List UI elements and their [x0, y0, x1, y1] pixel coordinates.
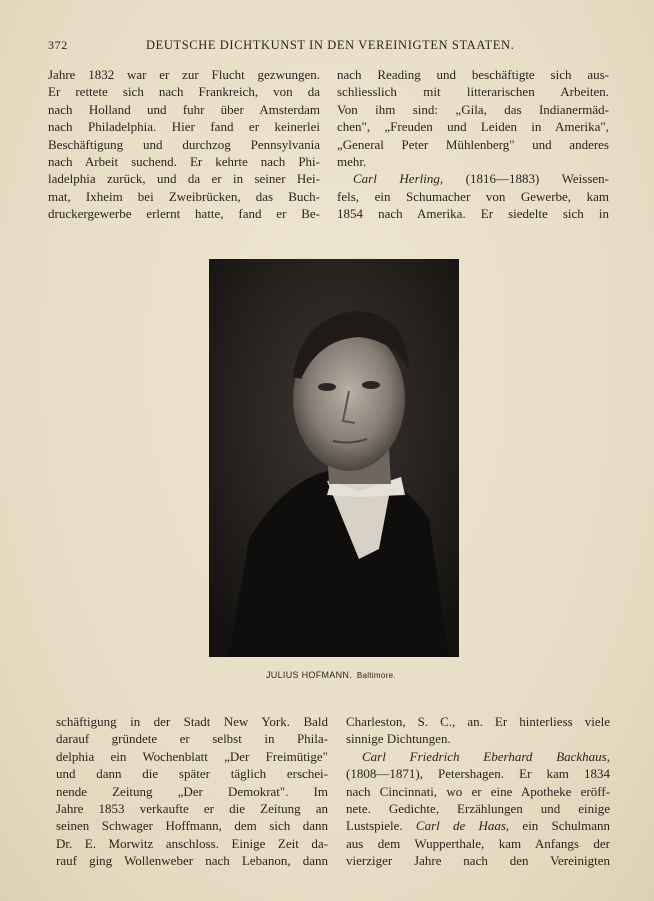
author-name-backhaus: Carl Friedrich Eberhard Backhaus, — [362, 748, 610, 764]
author-name-haas: Carl de Haas, — [415, 818, 510, 834]
backhaus-entry-line — [346, 748, 610, 765]
text-line: 1854 nach Amerika. Er siedelte sich in — [337, 206, 609, 222]
portrait-image — [209, 259, 459, 657]
bottom-left-column — [56, 713, 328, 870]
text-line: nach Philadelphia. Hier fand er keinerlei — [48, 119, 320, 135]
text-line: rauf ging Wollenweber nach Lebanon, dann — [56, 853, 328, 869]
text-fragment: ein Schulmann — [522, 818, 611, 834]
text-fragment: (1816—1883) Weissen- — [465, 171, 609, 187]
text-line: Er rettete sich nach Frankreich, von da — [48, 84, 320, 100]
text-line: aus dem Wupperthale, kam Anfangs der — [346, 835, 610, 851]
text-line: nach Reading und beschäftigte sich aus- — [337, 67, 609, 82]
caption-name: JULIUS HOFMANN. — [266, 670, 353, 680]
portrait-photo — [209, 259, 459, 657]
text-line: Beschäftigung und durchzog Pennsylvania — [48, 136, 320, 152]
text-line: darauf gründete er selbst in Phila- — [56, 731, 328, 747]
text-line: fels, ein Schumacher von Gewerbe, kam — [337, 188, 609, 204]
caption-city: Baltimore. — [356, 671, 396, 680]
text-line: nende Zeitung „Der Demokrat". Im — [56, 783, 328, 799]
text-fragment: Lustspiele. — [346, 818, 403, 834]
text-line: (1808—1871), Petershagen. Er kam 1834 — [346, 766, 610, 782]
text-line: seinen Schwager Hoffmann, dem sich dann — [56, 818, 328, 834]
author-name-herling: Carl Herling, — [353, 171, 444, 187]
text-line: Jahre 1853 verkaufte er die Zeitung an — [56, 801, 328, 817]
text-line: druckergewerbe erlernt hatte, fand er Be- — [48, 206, 320, 222]
text-line: „General Peter Mühlenberg" und anderes — [337, 136, 609, 152]
text-line: mehr. — [337, 154, 367, 170]
text-line: ladelphia zurück, und da er in seiner Hei- — [48, 171, 320, 187]
text-line: schäftigung in der Stadt New York. Bald — [56, 714, 328, 729]
herling-entry-line — [337, 170, 609, 187]
bottom-right-column — [346, 713, 610, 870]
text-line: Jahre 1832 war er zur Flucht gezwungen. — [48, 67, 320, 82]
text-line: nach Cincinnati, wo er eine Apotheke eröff- — [346, 783, 610, 799]
text-line: Dr. E. Morwitz anschloss. Einige Zeit da- — [56, 835, 328, 851]
text-line: mat, Ixheim bei Zweibrücken, das Buch- — [48, 188, 320, 204]
text-line: delphia ein Wochenblatt „Der Freimütige" — [56, 748, 328, 764]
text-line: chen", „Freuden und Leiden in Amerika", — [337, 119, 609, 135]
text-line: vierziger Jahre nach den Vereinigten — [346, 853, 610, 869]
haas-entry-line — [346, 817, 610, 834]
top-left-column — [48, 66, 320, 223]
text-line: schliesslich mit litterarischen Arbeiten. — [337, 84, 609, 100]
text-line: und dann die später täglich erschei- — [56, 766, 328, 782]
page-header — [48, 38, 608, 56]
page-number: 372 — [48, 38, 68, 52]
running-head: DEUTSCHE DICHTKUNST IN DEN VEREINIGTEN STAATEN. — [146, 38, 515, 52]
text-line: Von ihm sind: „Gila, das Indianermäd- — [337, 101, 609, 117]
top-right-column — [337, 66, 609, 223]
text-line: nach Holland und fuhr über Amsterdam — [48, 101, 320, 117]
text-line: sinnige Dichtungen. — [346, 731, 451, 747]
photo-caption — [266, 670, 466, 680]
text-line: nete. Gedichte, Erzählungen und einige — [346, 801, 610, 817]
text-line: Charleston, S. C., an. Er hinterliess viele — [346, 714, 610, 729]
text-line: nach Arbeit suchend. Er kehrte nach Phi- — [48, 154, 320, 170]
